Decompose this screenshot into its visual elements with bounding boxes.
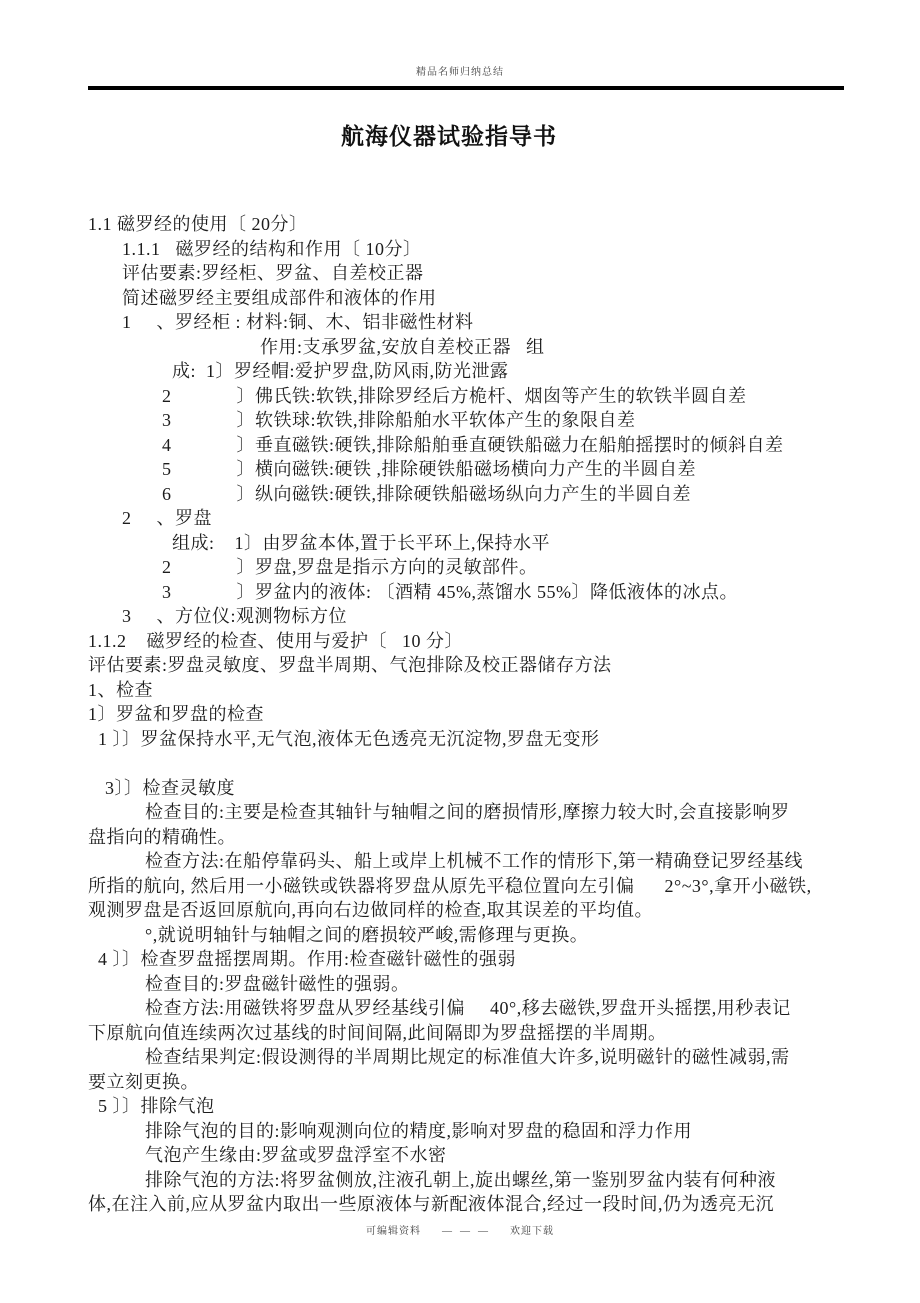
text-line: 1.1.2 磁罗经的检查、使用与爱护〔 10 分〕: [88, 630, 463, 651]
footer-note: 可编辑资料 — — — 欢迎下载: [366, 1226, 554, 1237]
text-line: 检查方法:在船停靠码头、船上或岸上机械不工作的情形下,第一精确登记罗经基线: [145, 851, 803, 871]
text-line: 4 〕〕检查罗盘摇摆周期。作用:检查磁针磁性的强弱: [98, 949, 516, 969]
text-line: 3 〕软铁球:软铁,排除船舶水平软体产生的象限自差: [162, 410, 636, 430]
text-line: 3〕〕检查灵敏度: [105, 777, 235, 798]
text-line: 1.1.1 磁罗经的结构和作用〔 10分〕: [122, 238, 422, 259]
text-line: 成: 1〕罗经帽:爱护罗盘,防风雨,防光泄露: [172, 361, 509, 381]
text-line: 检查方法:用磁铁将罗盘从罗经基线引偏 40°,移去磁铁,罗盘开头摇摆,用秒表记: [145, 998, 791, 1018]
text-line: 2 〕罗盘,罗盘是指示方向的灵敏部件。: [162, 557, 538, 577]
text-line: 气泡产生缘由:罗盆或罗盘浮室不水密: [145, 1145, 447, 1165]
text-line: 3 〕罗盆内的液体: 〔酒精 45%,蒸馏水 55%〕降低液体的冰点。: [162, 581, 738, 602]
text-line: 检查结果判定:假设测得的半周期比规定的标准值大许多,说明磁针的磁性减弱,需: [145, 1047, 790, 1067]
text-line: 评估要素:罗经柜、罗盆、自差校正器: [122, 263, 424, 283]
text-line: 作用:支承罗盆,安放自差校正器 组: [260, 336, 545, 357]
text-line: 1〕罗盆和罗盘的检查: [88, 704, 264, 724]
text-line: 组成: 1〕由罗盆本体,置于长平环上,保持水平: [172, 532, 550, 553]
text-line: 检查目的:罗盘磁针磁性的强弱。: [145, 973, 410, 994]
text-line: 1.1 磁罗经的使用〔 20分〕: [88, 214, 308, 234]
text-line: 观测罗盘是否返回原航向,再向右边做同样的检查,取其误差的平均值。: [88, 900, 653, 920]
text-line: °,就说明轴针与轴帽之间的磨损较严峻,需修理与更换。: [145, 924, 589, 945]
text-line: 排除气泡的方法:将罗盆侧放,注液孔朝上,旋出螺丝,第一鉴别罗盆内装有何种液: [145, 1169, 776, 1190]
header-note: 精品名师归纳总结: [416, 67, 504, 78]
doc-title: 航海仪器试验指导书: [341, 124, 557, 149]
text-line: 1、检查: [88, 679, 153, 700]
text-line: 所指的航向, 然后用一小磁铁或铁器将罗盘从原先平稳位置向左引偏 2°~3°,拿开小磁铁,: [88, 875, 812, 896]
document-body: [88, 212, 863, 1217]
text-line: [88, 751, 863, 776]
text-line: 3 、方位仪:观测物标方位: [122, 606, 347, 626]
text-line: 1 〕〕罗盆保持水平,无气泡,液体无色透亮无沉淀物,罗盘无变形: [98, 728, 600, 749]
text-line: 要立刻更换。: [88, 1071, 199, 1092]
text-line: 2 、罗盘: [122, 508, 212, 528]
text-line: 5 〕〕排除气泡: [98, 1096, 215, 1116]
text-line: 2 〕佛氏铁:软铁,排除罗经后方桅杆、烟囱等产生的软铁半圆自差: [162, 385, 747, 406]
text-line: 排除气泡的目的:影响观测向位的精度,影响对罗盘的稳固和浮力作用: [145, 1120, 692, 1141]
text-line: 5 〕横向磁铁:硬铁 ,排除硬铁船磁场横向力产生的半圆自差: [162, 459, 696, 479]
text-line: 简述磁罗经主要组成部件和液体的作用: [122, 287, 437, 308]
divider-line: [88, 86, 844, 90]
text-line: 体,在注入前,应从罗盆内取出一些原液体与新配液体混合,经过一段时间,仍为透亮无沉: [88, 1194, 774, 1214]
text-line: 评估要素:罗盘灵敏度、罗盘半周期、气泡排除及校正器储存方法: [88, 655, 612, 675]
text-line: 检查目的:主要是检查其轴针与轴帽之间的磨损情形,摩擦力较大时,会直接影响罗: [145, 802, 790, 822]
text-line: 4 〕垂直磁铁:硬铁,排除船舶垂直硬铁船磁力在船舶摇摆时的倾斜自差: [162, 434, 784, 455]
text-line: 1 、罗经柜 : 材料:铜、木、铝非磁性材料: [122, 312, 474, 332]
text-line: 盘指向的精确性。: [88, 826, 236, 847]
text-line: 6 〕纵向磁铁:硬铁,排除硬铁船磁场纵向力产生的半圆自差: [162, 483, 691, 504]
text-line: 下原航向值连续两次过基线的时间间隔,此间隔即为罗盘摇摆的半周期。: [88, 1022, 667, 1043]
